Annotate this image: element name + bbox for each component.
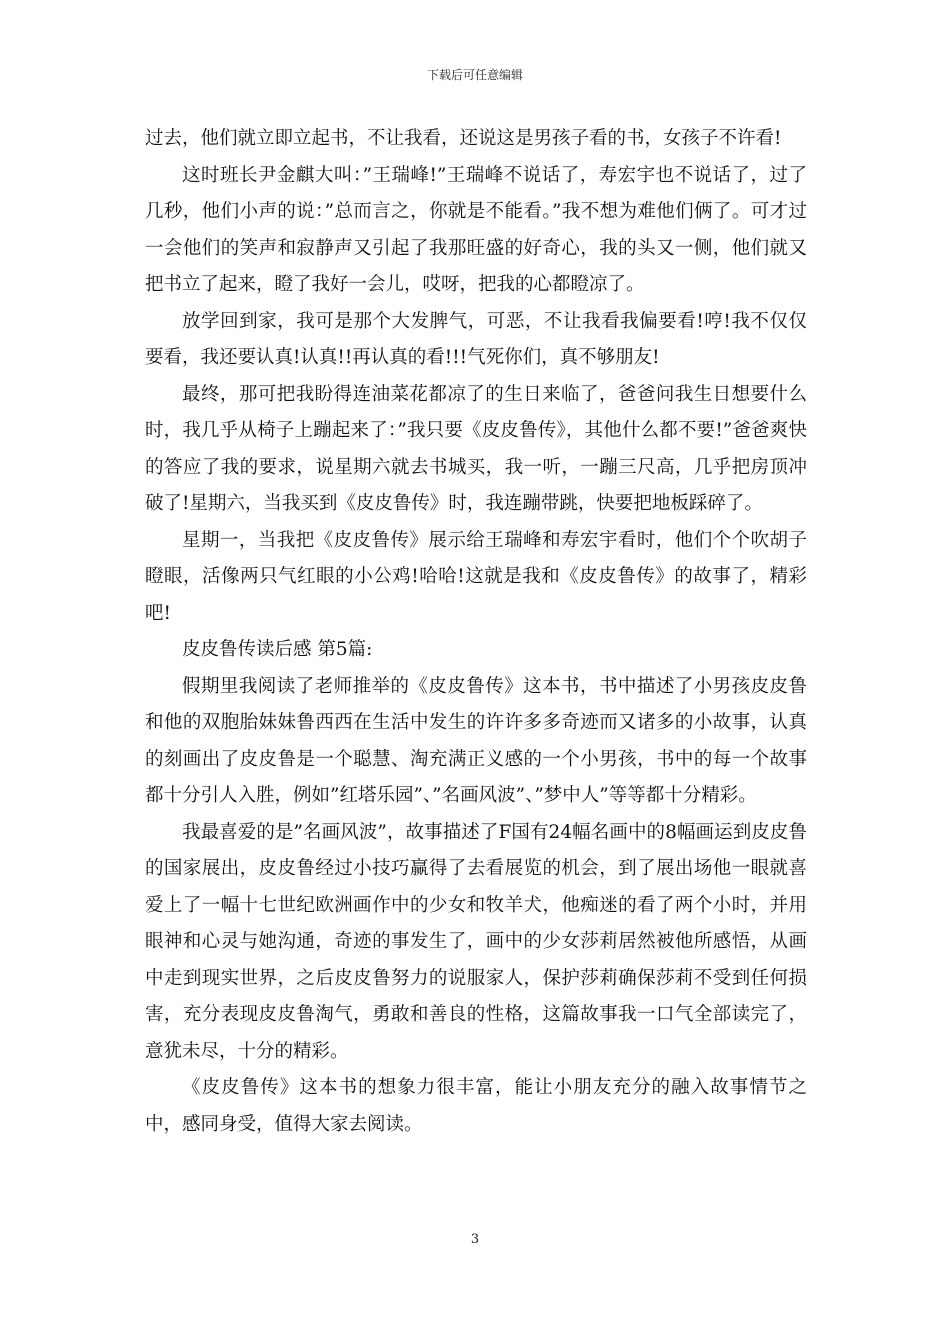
- page-header: 下载后可任意编辑: [426, 68, 523, 82]
- paragraph: 放学回到家，我可是那个大发脾气，可恶，不让我看我偏要看!哼!我不仅仅要看，我还要认真!认真!!再认真的看!!!气死你们，真不够朋友!: [145, 310, 807, 368]
- paragraph: 假期里我阅读了老师推举的《皮皮鲁传》这本书，书中描述了小男孩皮皮鲁和他的双胞胎妹妹鲁西西在生活中发生的许许多多奇迹而又诸多的小故事，认真的刻画出了皮皮鲁是一个聪慧、淘充满正义感的一个小男孩，书中的每一个故事都十分引人入胜，例如”红塔乐园”、”名画风波”、”梦中人”等等都十分精彩。: [145, 675, 807, 806]
- paragraph-continuation: 过去，他们就立即立起书，不让我看，还说这是男孩子看的书，女孩子不许看!: [145, 128, 782, 149]
- page-number: 3: [470, 1232, 480, 1247]
- paragraph: 最终，那可把我盼得连油菜花都凉了的生日来临了，爸爸问我生日想要什么时，我几乎从椅子上蹦起来了：”我只要《皮皮鲁传》，其他什么都不要!”爸爸爽快的答应了我的要求，说星期六就去书城买，我一听，一蹦三尺高，几乎把房顶冲破了!星期六，当我买到《皮皮鲁传》时，我连蹦带跳，快要把地板踩碎了。: [145, 383, 807, 514]
- paragraph: 我最喜爱的是”名画风波”，故事描述了F国有24幅名画中的8幅画运到皮皮鲁的国家展出，皮皮鲁经过小技巧赢得了去看展览的机会，到了展出场他一眼就喜爱上了一幅十七世纪欧洲画作中的少女和牧羊犬，他痴迷的看了两个小时，并用眼神和心灵与她沟通，奇迹的事发生了，画中的少女莎莉居然被他所感悟，从画中走到现实世界，之后皮皮鲁努力的说服家人，保护莎莉确保莎莉不受到任何损害，充分表现皮皮鲁淘气，勇敢和善良的性格，这篇故事我一口气全部读完了，意犹未尽，十分的精彩。: [145, 821, 807, 1062]
- section-heading: 皮皮鲁传读后感 第5篇:: [182, 639, 373, 660]
- document-body: [145, 121, 807, 1143]
- paragraph: 这时班长尹金麒大叫：”王瑞峰!”王瑞峰不说话了，寿宏宇也不说话了，过了几秒，他们小声的说：”总而言之，你就是不能看。”我不想为难他们俩了。可才过一会他们的笑声和寂静声又引起了我那旺盛的好奇心，我的头又一侧，他们就又把书立了起来，瞪了我好一会儿，哎呀，把我的心都瞪凉了。: [145, 164, 807, 295]
- paragraph: 《皮皮鲁传》这本书的想象力很丰富，能让小朋友充分的融入故事情节之中，感同身受，值得大家去阅读。: [145, 1077, 807, 1135]
- paragraph: 星期一，当我把《皮皮鲁传》展示给王瑞峰和寿宏宇看时，他们个个吹胡子瞪眼，活像两只气红眼的小公鸡!哈哈!这就是我和《皮皮鲁传》的故事了，精彩吧!: [145, 529, 807, 624]
